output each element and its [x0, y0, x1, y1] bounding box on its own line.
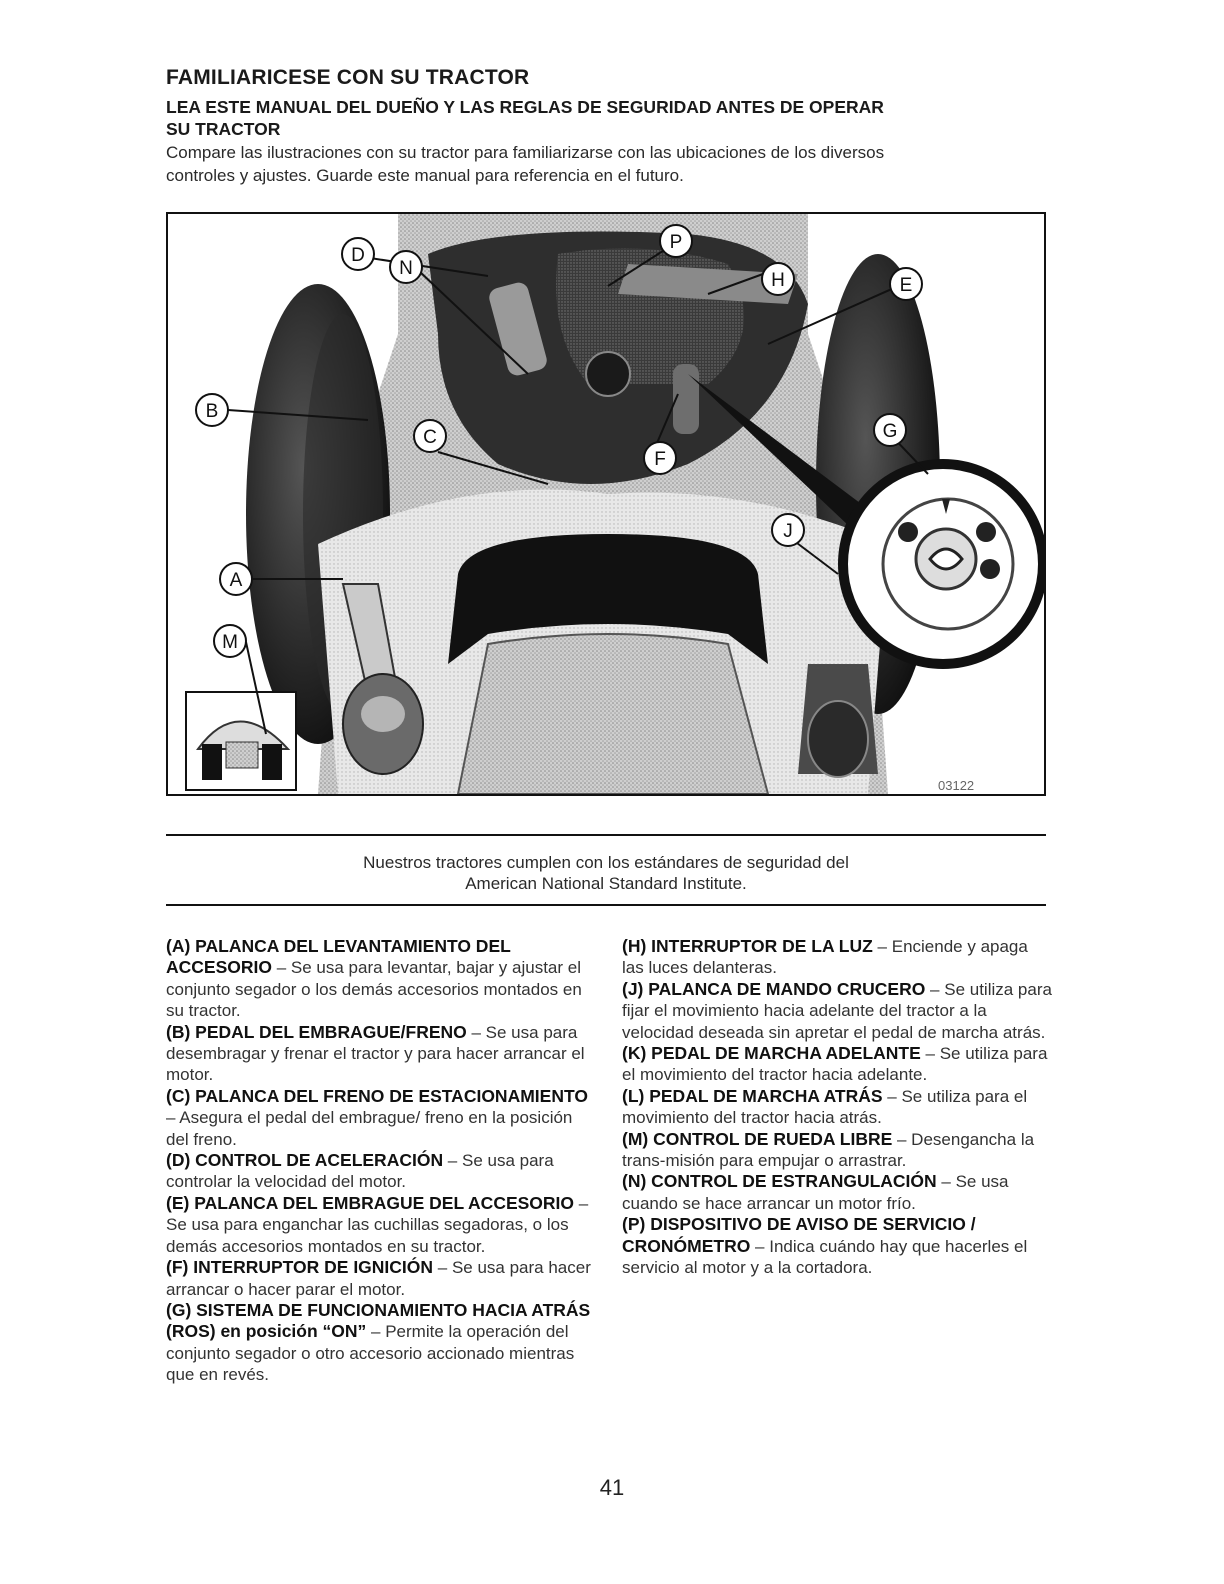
callout-J — [772, 514, 804, 546]
controls-list-left — [166, 936, 596, 1386]
seat-cushion — [458, 634, 768, 794]
freewheel-inset — [186, 692, 296, 790]
entry-L: (L) PEDAL DE MARCHA ATRÁS – Se utiliza para el movimiento del tractor hacia atrás. — [622, 1085, 1028, 1128]
entry-C: (C) PALANCA DEL FRENO DE ESTACIONAMIENTO – Asegura el pedal del embrague/ freno en la posición del freno. — [166, 1085, 588, 1149]
divider-bottom — [166, 904, 1046, 906]
entry-K: (K) PEDAL DE MARCHA ADELANTE – Se utiliza para el movimiento del tractor hacia adelante. — [622, 1043, 1048, 1085]
entry-A: (A) PALANCA DEL LEVANTAMIENTO DEL ACCESORIO – Se usa para levantar, bajar y ajustar el conjunto segador o los demás accesorios montados en su tractor. — [166, 936, 582, 1021]
callout-D — [342, 238, 374, 270]
entry-J: (J) PALANCA DE MANDO CRUCERO – Se utiliza para fijar el movimiento hacia adelante del tractor a la velocidad deseada sin apretar el pedal de marcha atrás. — [622, 978, 1052, 1042]
svg-text:D: D — [351, 245, 365, 266]
tractor-illustration-svg — [168, 214, 1044, 794]
svg-text:G: G — [882, 421, 898, 442]
callout-M — [214, 625, 246, 657]
cup-holder-ring — [808, 701, 868, 777]
svg-text:P: P — [669, 232, 683, 253]
subtitle-line-2: SU TRACTOR — [166, 119, 281, 139]
callout-A — [220, 563, 252, 595]
entry-F: (F) INTERRUPTOR DE IGNICIÓN – Se usa para hacer arrancar o hacer parar el motor. — [166, 1257, 591, 1299]
subtitle-line-1: LEA ESTE MANUAL DEL DUEÑO Y LAS REGLAS DE SEGURIDAD ANTES DE OPERAR — [166, 97, 884, 117]
entry-G: (G) SISTEMA DE FUNCIONAMIENTO HACIA ATRÁS (ROS) en posición “ON” – Permite la operación del conjunto segador o otro accesorio accionado mientras que en revés. — [166, 1299, 591, 1385]
page-title: FAMILIARICESE CON SU TRACTOR — [166, 66, 530, 89]
entry-D: (D) CONTROL DE ACELERACIÓN – Se usa para controlar la velocidad del motor. — [166, 1150, 554, 1192]
svg-text:N: N — [399, 258, 413, 279]
svg-text:F: F — [654, 449, 666, 470]
intro-line-1: Compare las ilustraciones con su tractor para familiarizarse con las ubicaciones de los diversos — [166, 143, 885, 162]
svg-text:C: C — [423, 427, 437, 448]
entry-B: (B) PEDAL DEL EMBRAGUE/FRENO – Se usa para desembragar y frenar el tractor y para hacer arrancar el motor. — [166, 1021, 585, 1085]
callout-C — [414, 420, 446, 452]
image-code: 03122 — [938, 778, 975, 793]
entry-P: (P) DISPOSITIVO DE AVISO DE SERVICIO / CRONÓMETRO – Indica cuándo hay que hacerles el servicio al motor y a la cortadora. — [622, 1214, 1028, 1278]
steering-column — [586, 352, 630, 396]
callout-N-label — [390, 251, 422, 283]
callout-G — [874, 414, 906, 446]
lift-lever-knob-top — [361, 696, 405, 732]
svg-text:H: H — [771, 270, 785, 291]
entry-M: (M) CONTROL DE RUEDA LIBRE – Desengancha la trans-misión para empujar o arrastrar. — [622, 1128, 1035, 1171]
svg-text:E: E — [899, 275, 913, 296]
svg-text:B: B — [205, 401, 219, 422]
callout-E — [890, 268, 922, 300]
page-header — [166, 66, 1066, 186]
standards-line-1: Nuestros tractores cumplen con los estándares de seguridad del — [363, 853, 849, 872]
entry-E: (E) PALANCA DEL EMBRAGUE DEL ACCESORIO – Se usa para enganchar las cuchillas segadoras, o los demás accesorios montados en su tractor. — [166, 1192, 589, 1256]
divider-top — [166, 834, 1046, 836]
controls-list-right — [622, 936, 1052, 1279]
callout-P — [660, 225, 692, 257]
standards-line-2: American National Standard Institute. — [465, 874, 747, 893]
callout-F — [644, 442, 676, 474]
callout-B — [196, 394, 228, 426]
entry-H: (H) INTERRUPTOR DE LA LUZ – Enciende y apaga las luces delanteras. — [622, 936, 1028, 978]
entry-N: (N) CONTROL DE ESTRANGULACIÓN – Se usa cuando se hace arrancar un motor frío. — [622, 1171, 1009, 1213]
callout-H — [762, 263, 794, 295]
tractor-controls-illustration — [166, 212, 1046, 796]
intro-line-2: controles y ajustes. Guarde este manual para referencia en el futuro. — [166, 166, 684, 185]
svg-text:M: M — [222, 632, 238, 653]
svg-text:A: A — [229, 570, 243, 591]
svg-text:J: J — [783, 521, 793, 542]
page-number: 41 — [599, 1475, 625, 1500]
standards-note — [166, 852, 1046, 894]
